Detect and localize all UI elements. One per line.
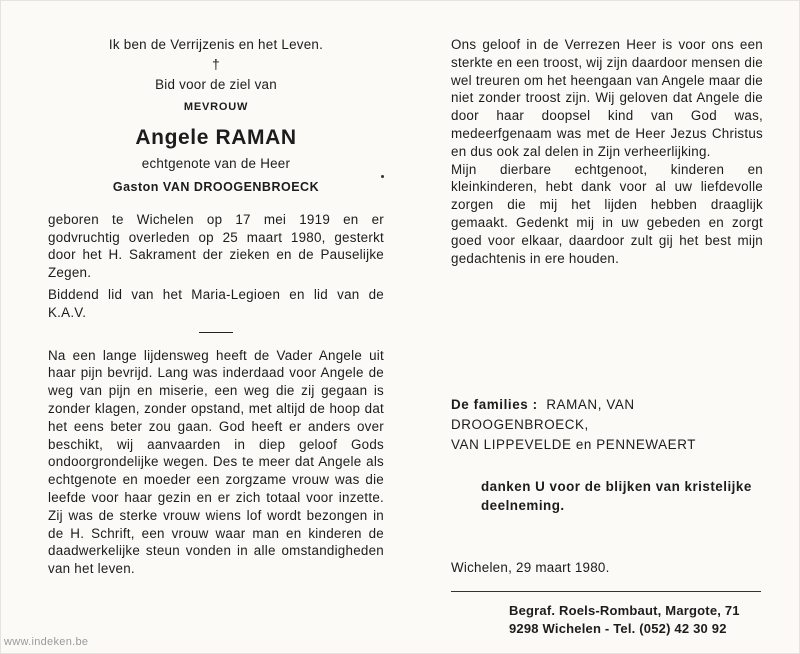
farewell-text: Mijn dierbare echtgenoot, kinderen en kleinkinderen, hebt dank voor al uw liefdevolle zorgen die mij het lijden hebben draaglijk gemaakt. Gedenkt mij in uw gebeden en zorgt goed voor elkaar, daardoor zult gij het best mijn gedachtenis in ere houden. [451, 161, 763, 266]
printer-info [451, 602, 763, 638]
watermark: www.indeken.be [4, 636, 89, 648]
families-line-2: VAN LIPPEVELDE en PENNEWAERT [451, 437, 697, 453]
faith-text: Ons geloof in de Verrezen Heer is voor ons een sterkte en een troost, wij zijn daardoor mensen die wel treuren om het heengaan van Angele maar die niet zonder troost zijn. Wij geloven dat Angele die door haar doopsel kind van God was, medeerfgenaam was met de Heer Jezus Christus en dus ook zal delen in Zijn verheerlijking. [451, 37, 763, 159]
printer-line-2: 9298 Wichelen - Tel. (052) 42 30 92 [509, 621, 727, 637]
speck [381, 175, 384, 178]
spouse-role: echtgenote van de Heer [141, 156, 291, 172]
life-text: Na een lange lijdensweg heeft de Vader Angele uit haar pijn bevrijd. Lang was inderdaad voor Angele de weg van pijn en miserie, een weg die zij gegaan is zonder klagen, zonder opstand, met altijd de hoop dat het eens beter zou gaan. God heeft er anders over beschikt, wij aanvaarden in diep geloof Gods ondoorgrondelijke wegen. Des te meer dat Angele als echtgenote en moeder een zorgzame vrouw was die leefde voor haar gezin en er zich totaal voor inzette. Zij was de sterke vrouw wiens lof wordt bezongen in de H. Schrift, een vrouw waar man en kinderen de daadwerkelijke steun vonden in alle omstandigheden van het leven. [48, 347, 384, 577]
membership-text: Biddend lid van het Maria-Legioen en lid van de K.A.V. [48, 286, 384, 320]
families-label: De families : [451, 397, 538, 413]
spouse-name: Gaston VAN DROOGENBROECK [112, 179, 320, 194]
prayer-line: Bid voor de ziel van [155, 76, 277, 92]
date-line: Wichelen, 29 maart 1980. [451, 560, 610, 576]
families-line-1: RAMAN, VAN DROOGENBROECK, [451, 397, 635, 433]
left-page [48, 36, 384, 578]
separator [199, 332, 233, 333]
deceased-name: Angele RAMAN [135, 126, 297, 150]
families-block [451, 395, 763, 455]
right-page [451, 36, 763, 638]
thanks-text: danken U voor de blijken van kristelijke deelneming. [481, 479, 752, 514]
birth-death-text: geboren te Wichelen op 17 mei 1919 en er godvruchtig overleden op 25 maart 1980, gesterkt door het H. Sakrament der zieken en de Pauselijke Zegen. [48, 211, 384, 281]
cross-icon: † [211, 55, 221, 72]
verse: Ik ben de Verrijzenis en het Leven. [108, 37, 324, 52]
title-mevrouw: MEVROUW [183, 101, 249, 114]
printer-line-1: Begraf. Roels-Rombaut, Margote, 71 [509, 603, 740, 619]
printer-rule [451, 591, 761, 592]
